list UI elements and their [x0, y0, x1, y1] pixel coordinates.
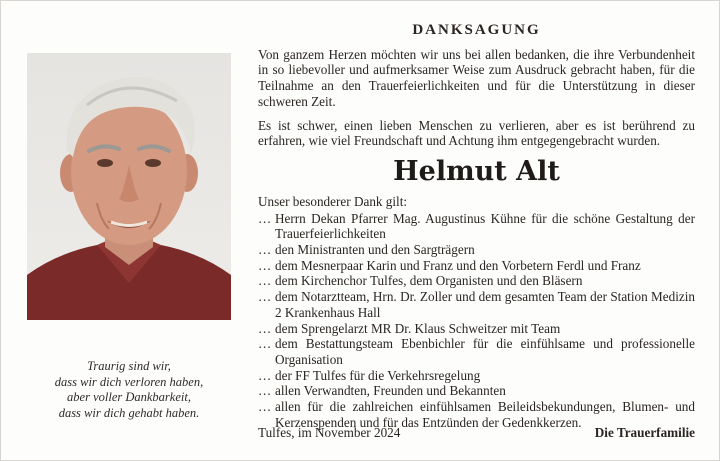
thanks-item [258, 289, 695, 320]
thanks-text: allen Verwandten, Freunden und Bekannten [275, 383, 506, 399]
portrait-illustration [27, 53, 231, 320]
thanks-item [258, 273, 695, 289]
thanks-text: der FF Tulfes für die Verkehrsregelung [275, 367, 481, 383]
ellipsis-marker: … [258, 383, 272, 399]
thanks-text: dem Sprengelarzt MR Dr. Klaus Schweitzer mit Team [275, 320, 561, 336]
ellipsis-marker: … [258, 273, 272, 289]
quote-line: aber voller Dankbarkeit, [67, 390, 191, 404]
thanks-intro: Unser besonderer Dank gilt: [258, 193, 408, 209]
thanks-text: allen für die zahlreichen einfühlsamen Beileidsbekundungen, Blumen- und Kerzenspenden und für das Entzünden der Gedenkkerzen. [275, 399, 695, 430]
quote-line: dass wir dich gehabt haben. [58, 405, 200, 420]
thanks-text: dem Bestattungsteam Ebenbichler für die einfühlsame und professionelle Organisation [275, 336, 695, 367]
ellipsis-marker: … [258, 289, 272, 305]
second-paragraph: Es ist schwer, einen lieben Menschen zu verlieren, aber es ist berührend zu erfahren, wie viel Freundschaft und Achtung ihm entgegengebracht wurden. [258, 117, 695, 149]
thanks-text: dem Mesnerpaar Karin und Franz und den Vorbetern Ferdl und Franz [275, 257, 641, 273]
thanks-item [258, 383, 695, 399]
thanks-item [258, 242, 695, 258]
thanks-item [258, 211, 695, 242]
ellipsis-marker: … [258, 210, 272, 226]
thanks-text: Herrn Dekan Pfarrer Mag. Augustinus Kühne für die schöne Gestaltung der Trauerfeierlichkeiten [275, 210, 695, 242]
memorial-quote [27, 359, 231, 421]
portrait-photo [27, 53, 231, 320]
ellipsis-marker: … [258, 367, 272, 383]
notice-heading: DANKSAGUNG [412, 22, 541, 38]
quote-line: Traurig sind wir, [87, 359, 171, 373]
place-date: Tulfes, im November 2024 [258, 425, 401, 440]
thanks-item [258, 336, 695, 367]
ellipsis-marker: … [258, 399, 272, 415]
thanks-list [258, 211, 695, 431]
signature: Die Trauerfamilie [594, 425, 695, 440]
ellipsis-marker: … [258, 242, 272, 258]
thanks-text: dem Kirchenchor Tulfes, dem Organisten und den Bläsern [275, 273, 583, 289]
thanks-item [258, 321, 695, 337]
ellipsis-marker: … [258, 320, 272, 336]
thanks-item [258, 368, 695, 384]
ellipsis-marker: … [258, 257, 272, 273]
thanks-item [258, 258, 695, 274]
ellipsis-marker: … [258, 336, 272, 352]
quote-line: dass wir dich verloren haben, [54, 374, 204, 389]
notice-content [258, 23, 695, 430]
thanks-text: dem Notarztteam, Hrn. Dr. Zoller und dem gesamten Team der Station Medizin 2 Krankenhaus Hall [275, 289, 695, 320]
notice-footer [258, 425, 695, 441]
intro-paragraph: Von ganzem Herzen möchten wir uns bei allen bedanken, die ihre Verbundenheit in so liebevoller und aufmerksamer Weise zum Ausdruck gebracht haben, für die Teilnahme an den Trauerfeierlichkeiten und für die Unterstützung in dieser schweren Zeit. [258, 46, 695, 109]
thanks-text: den Ministranten und den Sargträgern [275, 242, 475, 258]
deceased-name: Helmut Alt [393, 155, 560, 187]
